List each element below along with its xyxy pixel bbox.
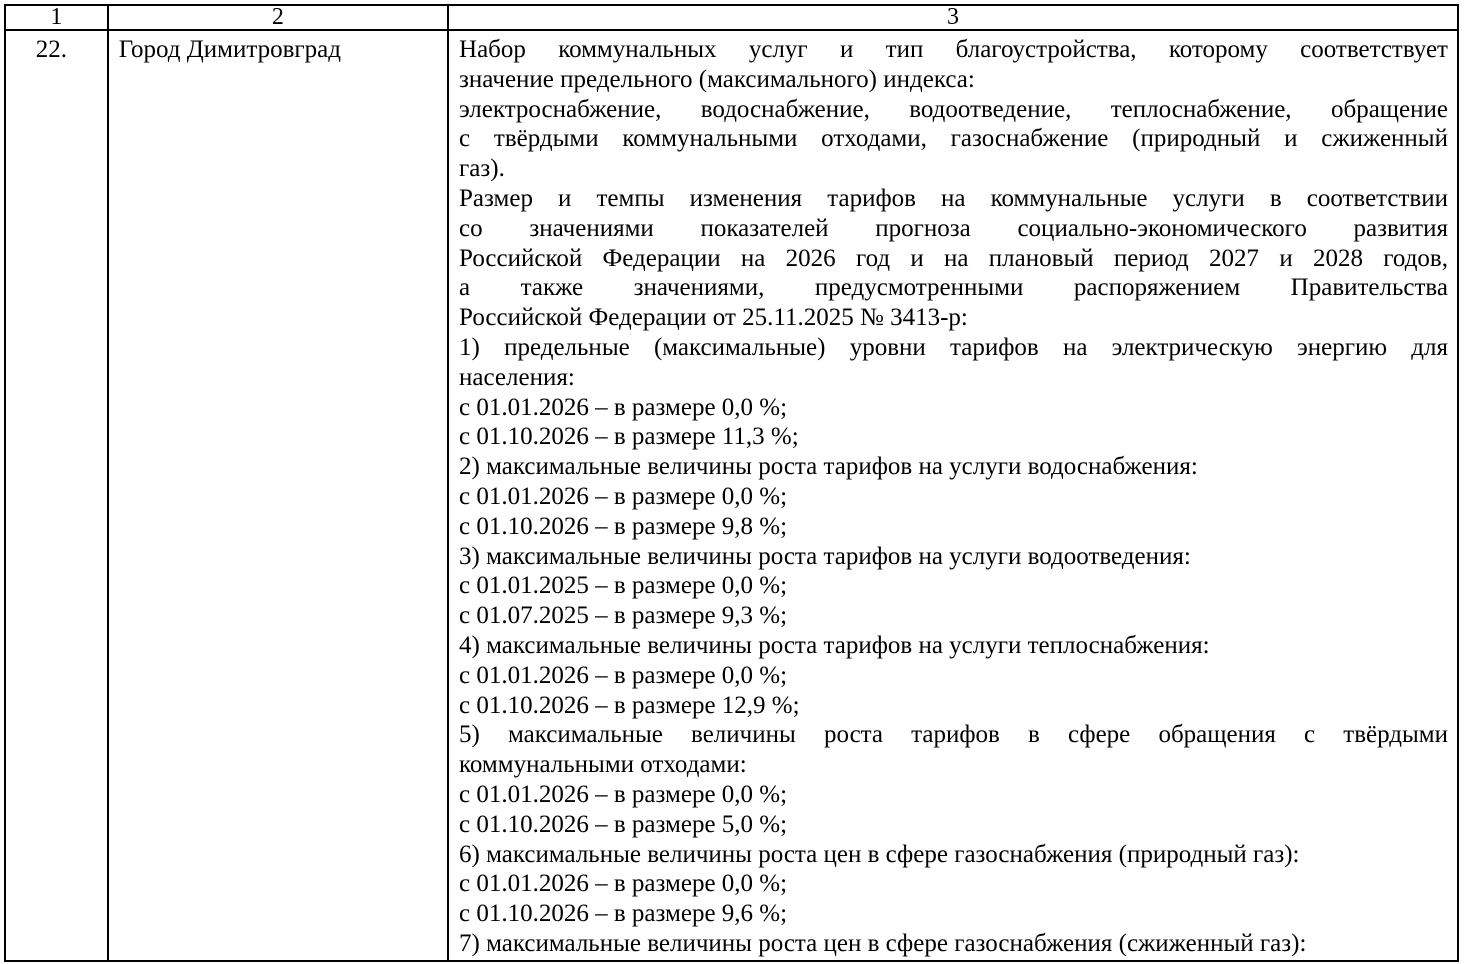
description-line: газ). [459, 155, 505, 183]
description-line: коммунальными отходами: [459, 751, 747, 779]
description-line: с 01.10.2026 – в размере 9,8 %; [459, 512, 788, 540]
description-line: с 01.01.2026 – в размере 0,0 %; [459, 393, 788, 421]
description-line: с 01.10.2026 – в размере 11,3 %; [459, 423, 799, 451]
description-line: 1) предельные (максимальные) уровни тарифов на электрическую энергию для [459, 333, 1448, 361]
description-line: а также значениями, предусмотренными распоряжением Правительства [459, 274, 1448, 302]
description-line: населения: [459, 363, 575, 391]
description-line: Российской Федерации на 2026 год и на плановый период 2027 и 2028 годов, [459, 244, 1448, 272]
table-row [5, 30, 1458, 961]
header-col-2: 2 [108, 5, 448, 30]
description-line: с 01.01.2026 – в размере 0,0 %; [459, 780, 788, 808]
description-line: Набор коммунальных услуг и тип благоустройства, которому соответствует [459, 36, 1448, 63]
description-line: со значениями показателей прогноза социально-экономического развития [459, 214, 1448, 242]
tariff-description [448, 30, 1458, 961]
description-line: Российской Федерации от 25.11.2025 № 3413-р: [459, 304, 968, 332]
description-line: с твёрдыми коммунальными отходами, газоснабжение (природный и сжиженный [459, 125, 1448, 153]
description-line: с 01.10.2026 – в размере 9,6 %; [459, 900, 788, 928]
tariff-table [4, 4, 1459, 962]
city-name: Город Димитровград [108, 30, 448, 961]
description-line: 2) максимальные величины роста тарифов на услуги водоснабжения: [459, 453, 1198, 481]
description-line: значение предельного (максимального) индекса: [459, 65, 975, 93]
description-line: 7) максимальные величины роста цен в сфере газоснабжения (сжиженный газ): [459, 929, 1307, 957]
description-line: с 01.01.2026 – в размере 0,0 %; [459, 870, 788, 898]
description-line: с 01.01.2026 – в размере 0,0 %; [459, 661, 788, 689]
description-line: с 01.01.2026 – в размере 0,0 %; [459, 482, 788, 510]
row-number: 22. [5, 30, 108, 961]
header-col-3: 3 [448, 5, 1458, 30]
description-line: с 01.10.2026 – в размере 12,9 %; [459, 691, 800, 719]
description-line: 5) максимальные величины роста тарифов в сфере обращения с твёрдыми [459, 721, 1448, 749]
description-line: Размер и темпы изменения тарифов на коммунальные услуги в соответствии [459, 184, 1448, 212]
description-line: с 01.01.2025 – в размере 0,0 %; [459, 572, 788, 600]
header-col-1: 1 [5, 5, 108, 30]
description-line: 3) максимальные величины роста тарифов на услуги водоотведения: [459, 542, 1191, 570]
description-line: 4) максимальные величины роста тарифов на услуги теплоснабжения: [459, 631, 1210, 659]
description-line: с 01.07.2025 – в размере 9,3 %; [459, 602, 788, 630]
description-line: с 01.10.2026 – в размере 5,0 %; [459, 810, 788, 838]
description-line: 6) максимальные величины роста цен в сфере газоснабжения (природный газ): [459, 840, 1300, 868]
description-line: электроснабжение, водоснабжение, водоотведение, теплоснабжение, обращение [459, 95, 1448, 123]
table-header-row [5, 5, 1458, 30]
